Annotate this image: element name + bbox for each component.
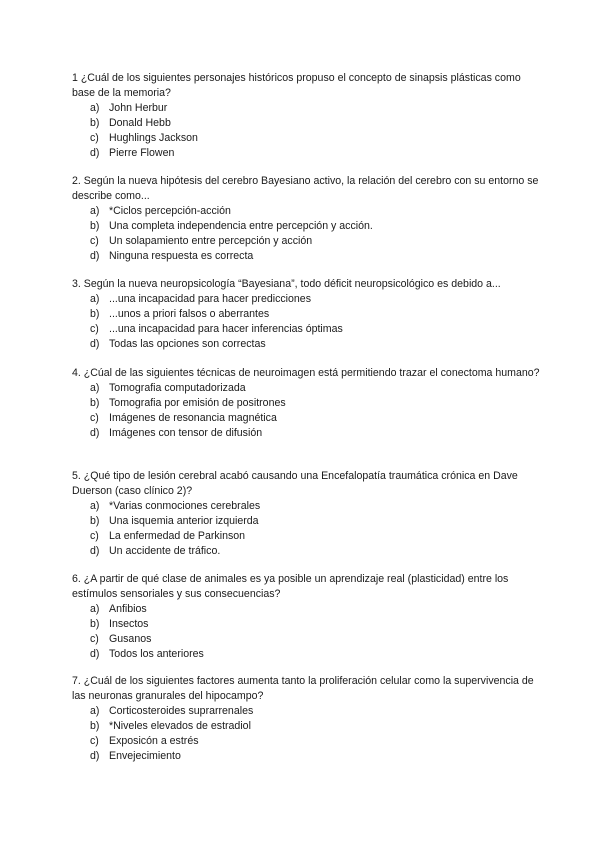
option-d	[72, 749, 542, 764]
option-d	[72, 146, 542, 161]
option-letter: b)	[90, 117, 100, 129]
question-text: 2. Según la nueva hipótesis del cerebro Bayesiano activo, la relación del cerebro con su entorno se describe como...	[72, 175, 539, 202]
option-letter: a)	[90, 102, 100, 114]
option-text: Tomografia computadorizada	[109, 382, 246, 394]
option-letter: a)	[90, 293, 100, 305]
question-3	[72, 277, 542, 352]
option-d	[72, 249, 542, 264]
option-text: Corticosteroides suprarrenales	[109, 705, 254, 717]
option-letter: b)	[90, 618, 100, 630]
option-text: Un solapamiento entre percepción y acción	[109, 235, 313, 247]
option-letter: b)	[90, 308, 100, 320]
option-d	[72, 544, 542, 559]
option-text: Todos los anteriores	[109, 648, 204, 660]
options-list	[72, 704, 542, 764]
question-2	[72, 174, 542, 264]
option-text: ...una incapacidad para hacer predicciones	[109, 293, 312, 305]
question-text: 1 ¿Cuál de los siguientes personajes históricos propuso el concepto de sinapsis plásticas como base de la memoria?	[72, 72, 521, 99]
option-text: John Herbur	[109, 102, 168, 114]
option-text: Hughlings Jackson	[109, 132, 198, 144]
option-a	[72, 499, 542, 514]
option-b	[72, 719, 542, 734]
option-letter: c)	[90, 323, 99, 335]
question-5	[72, 469, 542, 559]
option-letter: d)	[90, 338, 100, 350]
option-c	[72, 234, 542, 249]
option-letter: a)	[90, 205, 100, 217]
option-text: Todas las opciones son correctas	[109, 338, 266, 350]
option-d	[72, 337, 542, 352]
option-a	[72, 704, 542, 719]
option-letter: c)	[90, 132, 99, 144]
options-list	[72, 499, 542, 559]
option-letter: b)	[90, 515, 100, 527]
option-letter: c)	[90, 735, 99, 747]
option-a	[72, 602, 542, 617]
option-text: Insectos	[109, 618, 149, 630]
option-c	[72, 131, 542, 146]
option-b	[72, 396, 542, 411]
option-text: *Ciclos percepción-acción	[109, 205, 231, 217]
option-letter: a)	[90, 705, 100, 717]
option-letter: c)	[90, 530, 99, 542]
options-list	[72, 204, 542, 264]
options-list	[72, 292, 542, 352]
options-list	[72, 602, 542, 662]
option-text: Una isquemia anterior izquierda	[109, 515, 259, 527]
option-b	[72, 116, 542, 131]
option-text: Ninguna respuesta es correcta	[109, 250, 254, 262]
option-letter: b)	[90, 220, 100, 232]
option-letter: b)	[90, 397, 100, 409]
option-letter: a)	[90, 382, 100, 394]
option-text: La enfermedad de Parkinson	[109, 530, 246, 542]
option-text: Tomografia por emisión de positrones	[109, 397, 286, 409]
option-text: Imágenes con tensor de difusión	[109, 427, 263, 439]
options-list	[72, 101, 542, 161]
option-text: Envejecimiento	[109, 750, 181, 762]
option-letter: d)	[90, 750, 100, 762]
option-letter: c)	[90, 412, 99, 424]
option-c	[72, 734, 542, 749]
option-text: *Niveles elevados de estradiol	[109, 720, 251, 732]
option-letter: b)	[90, 720, 100, 732]
question-text: 5. ¿Qué tipo de lesión cerebral acabó causando una Encefalopatía traumática crónica en Dave Duerson (caso clínico 2)?	[72, 470, 518, 497]
option-letter: c)	[90, 235, 99, 247]
question-1	[72, 71, 542, 161]
option-a	[72, 292, 542, 307]
option-c	[72, 529, 542, 544]
option-b	[72, 617, 542, 632]
options-list	[72, 381, 542, 441]
option-d	[72, 647, 542, 662]
option-letter: a)	[90, 500, 100, 512]
option-text: Una completa independencia entre percepción y acción.	[109, 220, 373, 232]
option-letter: d)	[90, 648, 100, 660]
option-a	[72, 101, 542, 116]
option-text: Gusanos	[109, 633, 152, 645]
question-text: 4. ¿Cúal de las siguientes técnicas de neuroimagen está permitiendo trazar el conectoma humano?	[72, 367, 540, 379]
option-text: Pierre Flowen	[109, 147, 175, 159]
option-text: ...unos a priori falsos o aberrantes	[109, 308, 270, 320]
question-text: 7. ¿Cuál de los siguientes factores aumenta tanto la proliferación celular como la supervivencia de las neuronas granurales del hipocampo?	[72, 675, 534, 702]
option-b	[72, 219, 542, 234]
option-letter: d)	[90, 545, 100, 557]
option-text: Exposicón a estrés	[109, 735, 199, 747]
option-letter: d)	[90, 147, 100, 159]
option-text: Imágenes de resonancia magnética	[109, 412, 277, 424]
option-letter: a)	[90, 603, 100, 615]
option-text: Donald Hebb	[109, 117, 171, 129]
option-letter: d)	[90, 427, 100, 439]
question-text: 6. ¿A partir de qué clase de animales es ya posible un aprendizaje real (plasticidad) entre los estímulos sensoriales y sus consecuencias?	[72, 573, 509, 600]
question-7	[72, 674, 542, 764]
option-a	[72, 204, 542, 219]
option-text: ...una incapacidad para hacer inferencias óptimas	[109, 323, 343, 335]
question-text: 3. Según la nueva neuropsicología “Bayesiana”, todo déficit neuropsicológico es debido a...	[72, 278, 501, 290]
option-text: Un accidente de tráfico.	[109, 545, 221, 557]
option-c	[72, 632, 542, 647]
question-6	[72, 572, 542, 662]
option-d	[72, 426, 542, 441]
option-text: Anfibios	[109, 603, 147, 615]
question-4	[72, 366, 542, 441]
option-b	[72, 514, 542, 529]
option-letter: c)	[90, 633, 99, 645]
option-letter: d)	[90, 250, 100, 262]
option-text: *Varias conmociones cerebrales	[109, 500, 261, 512]
option-a	[72, 381, 542, 396]
option-c	[72, 411, 542, 426]
option-c	[72, 322, 542, 337]
option-b	[72, 307, 542, 322]
